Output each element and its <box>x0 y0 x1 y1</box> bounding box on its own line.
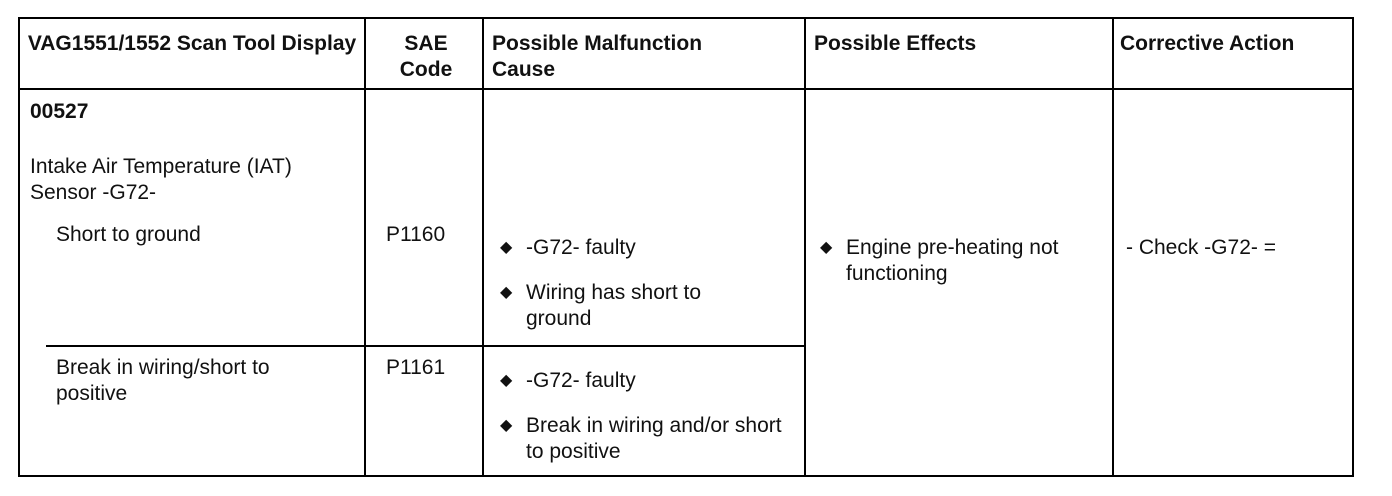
dtc-table <box>18 17 1354 477</box>
header-divider <box>20 88 1352 90</box>
diamond-bullet-icon: ◆ <box>820 239 833 256</box>
sae-code: P1160 <box>386 223 446 246</box>
fault-label: Break in wiring/short to positive <box>56 356 270 405</box>
fault-row-divider <box>46 345 804 347</box>
cause-item: ◆ -G72- faulty <box>500 369 636 392</box>
sae-code: P1161 <box>386 356 446 379</box>
diamond-bullet-icon: ◆ <box>500 284 513 301</box>
diamond-bullet-icon: ◆ <box>500 417 513 434</box>
header-malfunction-cause: Possible Malfunction Cause <box>492 32 703 81</box>
fault-code: 00527 <box>30 100 89 123</box>
effect-item: ◆ Engine pre-heating not functioning <box>820 236 1059 285</box>
cause-item: ◆ Break in wiring and/or short to positive <box>500 414 782 463</box>
corrective-action: - Check -G72- = <box>1126 236 1276 259</box>
header-scan-tool-display: VAG1551/1552 Scan Tool Display <box>27 32 357 55</box>
header-sae-code: SAE Code <box>399 32 453 81</box>
component-name: Intake Air Temperature (IAT) Sensor -G72- <box>30 155 292 204</box>
fault-label: Short to ground <box>56 223 201 246</box>
header-corrective-action: Corrective Action <box>1120 32 1295 55</box>
diamond-bullet-icon: ◆ <box>500 372 513 389</box>
header-possible-effects: Possible Effects <box>814 32 977 55</box>
cause-item: ◆ -G72- faulty <box>500 236 636 259</box>
cause-item: ◆ Wiring has short to ground <box>500 281 702 330</box>
diamond-bullet-icon: ◆ <box>500 239 513 256</box>
